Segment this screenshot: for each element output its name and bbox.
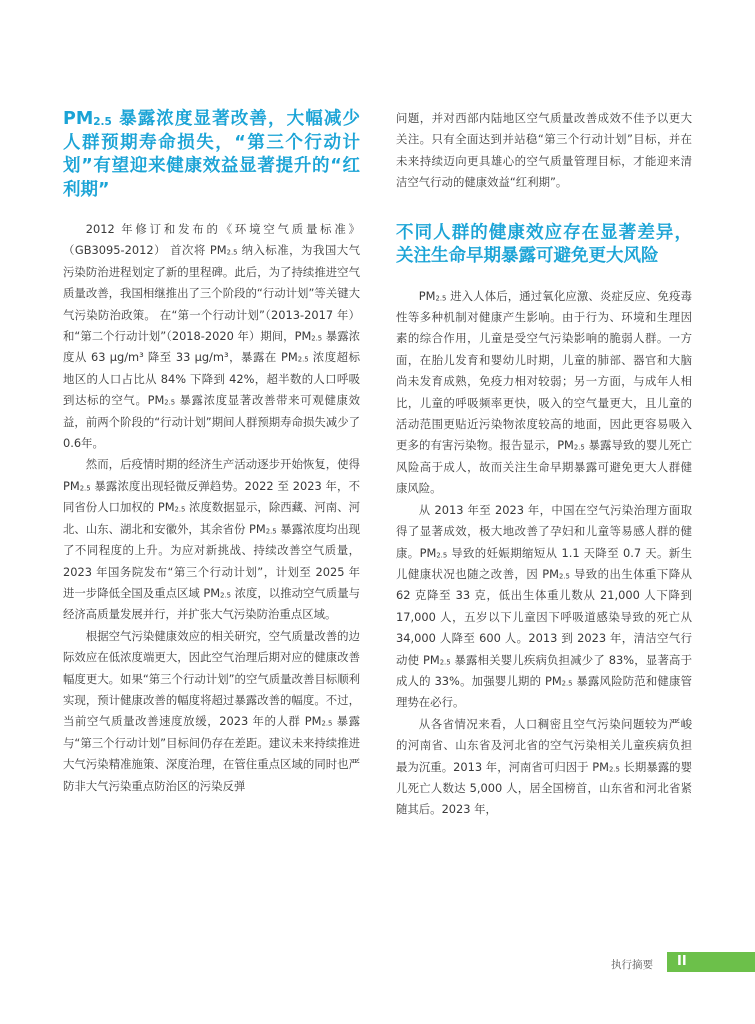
right-paragraph-2 [396,500,692,714]
right-paragraph-1 [396,286,692,500]
text-run: 不同人群的健康效应存在显著差异，关注生命早期暴露可避免更大风险 [396,222,692,267]
left-paragraph-2 [63,454,360,625]
subscript-text: 2.5 [164,398,176,407]
text-run: 暴露浓度显著改善带来可观健康效益，前两个阶段的“行动计划”期间人群预期寿命损失减少了 0.6年。 [63,393,360,451]
footer-section-label: 执行摘要 [611,959,653,971]
text-run: PM [63,109,94,129]
text-run: 暴露与“第三个行动计划”目标间仍存在差距。建议未来持续推进大气污染精准施策、深度治理，在管住重点区域的同时也严防非大气污染重点防治区的污染反弹 [63,714,360,793]
text-run: 暴露浓度显著改善，大幅减少人群预期寿命损失，“第三个行动计划”有望迎来健康效益显著提升的“红利期” [63,109,360,200]
text-run: 浓度超标地区的人口占比从 84% 下降到 42%，超半数的人口呼吸到达标的空气。PM [63,350,360,408]
subscript-text: 2.5 [265,527,277,536]
text-run: 导致的妊娠期缩短从 1.1 天降至 0.7 天。新生儿健康状况也随之改善，因 PM [396,545,692,581]
text-run: 暴露风险防范和健康管理势在必行。 [396,673,692,710]
right-paragraph-3 [396,714,692,821]
left-paragraph-1 [63,219,360,454]
right-continuation-paragraph [396,108,692,194]
text-run: 2012 年修订和发布的《环境空气质量标准》（GB3095-2012） 首次将 PM [63,222,360,258]
subscript-text: 2.5 [439,658,451,667]
text-run: 导致的出生体重下降从 62 克降至 33 克，低出生体重儿数从 21,000 人下降到 17,000 人，五岁以下儿童因下呼吸道感染导致的死亡从 34,000 人降至 600 人。2013 到 2023 年，清洁空气行动使 PM [396,566,692,667]
text-run: 浓度数据显示，除西藏、河南、河北、山东、湖北和安徽外，其余省份 PM [63,500,360,536]
subscript-text: 2.5 [79,484,91,493]
right-section-heading [396,222,692,269]
left-section-heading [63,108,360,202]
footer-page-bar [667,952,755,972]
subscript-text: 2.5 [311,334,323,343]
subscript-text: 2.5 [561,679,573,688]
footer-page-mark: II [677,954,687,969]
subscript-text: 2.5 [297,356,309,365]
left-paragraph-3 [63,626,360,797]
text-run: 从各省情况来看，人口稠密且空气污染问题较为严峻的河南省、山东省及河北省的空气污染相关儿童疾病负担最为沉重。2013 年，河南省可归因于 PM [396,716,692,774]
text-run: 长期暴露的婴儿死亡人数达 5,000 人，居全国榜首，山东省和河北省紧随其后。2023 年， [396,759,692,817]
right-column [396,108,692,821]
subscript-text: 2.5 [573,444,585,453]
text-run: 暴露相关婴儿疾病负担减少了 83%，显著高于成人的 33%。加强婴儿期的 PM [396,652,692,688]
subscript-text: 2.5 [321,720,333,729]
subscript-text: 2.5 [435,294,447,303]
subscript-text: 2.5 [608,765,620,774]
text-run: 暴露浓度出现轻微反弹趋势。2022 至 2023 年，不同省份人口加权的 PM [63,478,360,515]
text-run: 问题，并对西部内陆地区空气质量改善成效不佳予以更大关注。只有全面达到并站稳“第三个行动计划”目标，并在未来持续迈向更具雄心的空气质量管理目标，才能迎来清洁空气行动的健康效益“红利期”。 [396,111,692,190]
subscript-text: 2.5 [559,572,570,581]
text-run: PM [418,288,436,303]
text-run: 暴露浓度从 63 μg/m³ 降至 33 μg/m³，暴露在 PM [63,329,361,365]
subscript-text: 2.5 [226,249,238,258]
text-run: 从 2013 年至 2023 年，中国在空气污染治理方面取得了显著成效，极大地改善了孕妇和儿童等易感人群的健康。PM [396,502,692,560]
text-run: 然而，后疫情时期的经济生产活动逐步开始恢复，使得 PM [63,457,360,493]
text-run: 浓度，以推动空气质量与经济高质量发展并行，并扩张大气污染防治重点区域。 [63,585,360,622]
text-run: 纳入标准，为我国大气污染防治进程划定了新的里程碑。此后，为了持续推进空气质量改善，我国相继推出了三个阶段的“行动计划”等关键大气污染防治政策。 在“第一个行动计划”（2013-2017 年）和“第二个行动计划”（2018-2020 年）期间，PM [63,243,361,344]
text-run: 暴露浓度均出现了不同程度的上升。为应对新挑战、持续改善空气质量，2023 年国务院发布“第三个行动计划”，计划至 2025 年进一步降低全国及重点区域 PM [63,521,360,600]
text-run: 暴露导致的婴儿死亡风险高于成人，故而关注生命早期暴露可避免更大人群健康风险。 [396,438,692,496]
subscript-text: 2.5 [436,551,448,560]
subscript-text: 2.5 [174,505,186,514]
left-column [63,108,360,797]
text-run: 根据空气污染健康效应的相关研究，空气质量改善的边际效应在低浓度端更大，因此空气治理后期对应的健康改善幅度更大。如果“第三个行动计划”的空气质量改善目标顺利实现，预计健康改善的幅度将超过暴露改善的幅度。不过，当前空气质量改善速度放缓，2023 年的人群 PM [63,628,360,729]
text-run: 进入人体后，通过氧化应激、炎症反应、免疫毒性等多种机制对健康产生影响。由于行为、环境和生理因素的综合作用，儿童是受空气污染影响的脆弱人群。一方面，在胎儿发育和婴幼儿时期，儿童的肺部、器官和大脑尚未发育成熟，免疫力相对较弱；另一方面，与成年人相比，儿童的呼吸频率更快，吸入的空气量更大，且儿童的活动范围更贴近污染物浓度较高的地面，因此更容易吸入更多的有害污染物。报告显示，PM [396,288,692,453]
subscript-text: 2.5 [220,591,231,600]
subscript-text: 2.5 [93,116,112,129]
